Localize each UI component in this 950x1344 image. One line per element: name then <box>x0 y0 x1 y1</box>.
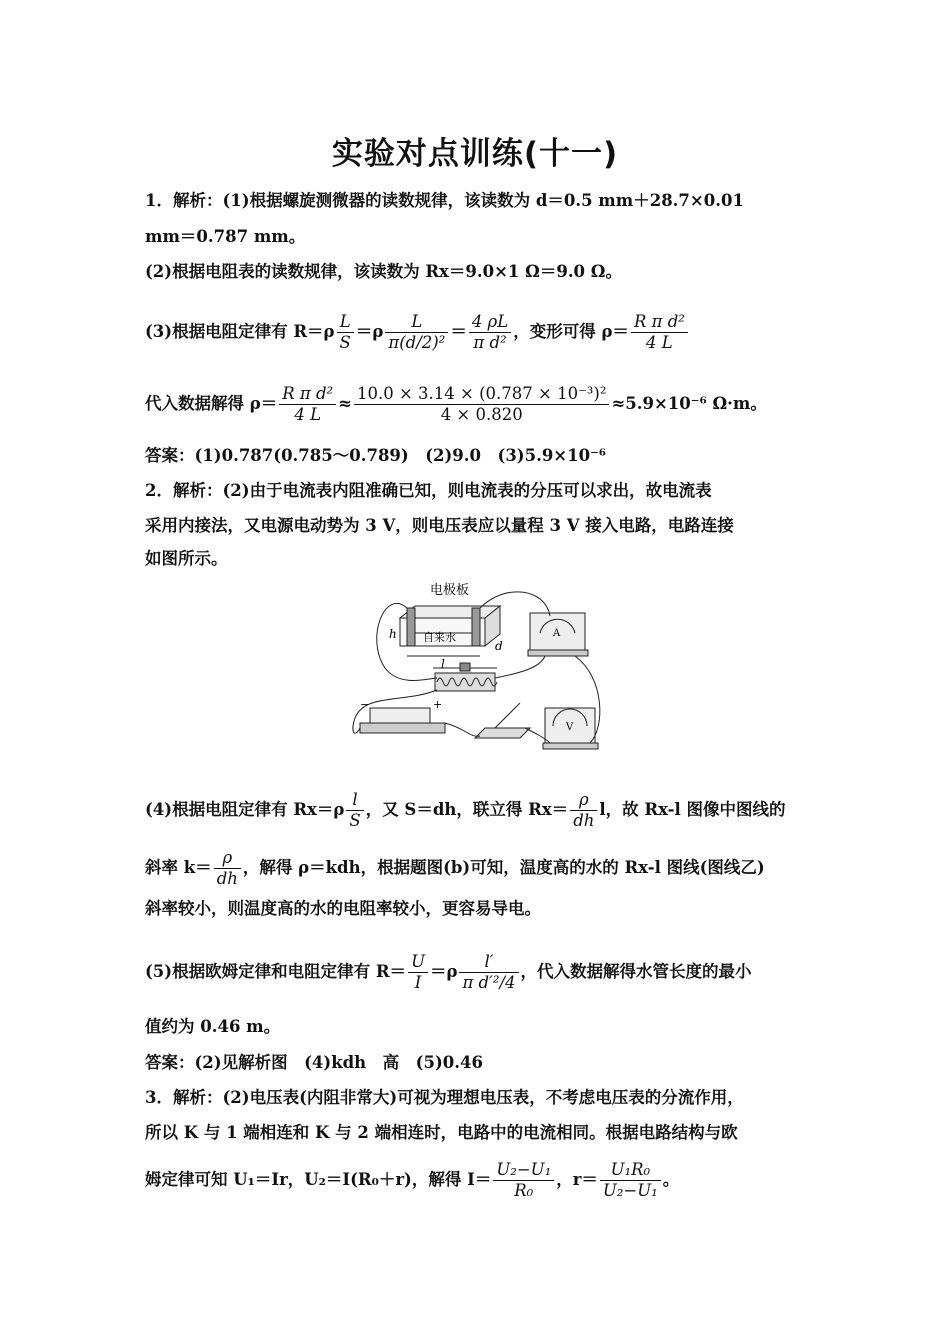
frac-l-over-S: $\frac{l}{S}$ <box>346 790 363 831</box>
q1-line-2: mm＝0.787 mm。 <box>145 227 306 246</box>
frac-U-over-I: $\frac{U}{I}$ <box>408 952 428 993</box>
svg-text:l: l <box>441 657 445 671</box>
frac-numeric: $\frac{\text{10.0 × 3.14 × (0.787 × 10⁻³)²}}{4 \times 0.820}$ <box>354 384 609 425</box>
q2-line-6: 斜率较小，则温度高的水的电阻率较小，更容易导电。 <box>145 899 541 918</box>
svg-text:电极板: 电极板 <box>430 583 470 598</box>
q1-answer: 答案：(1)0.787(0.785～0.789) (2)9.0 (3)5.9×10⁻⁶ <box>145 446 607 465</box>
frac-lp-over-area: $\frac{l'}{\text{π d′²/4}}$ <box>459 952 518 993</box>
q2-answer: 答案：(2)见解析图 (4)kdh 高 (5)0.46 <box>145 1053 483 1072</box>
svg-text:+: + <box>433 698 443 711</box>
frac-L-over-pi-d2: $\frac{L}{\text{π(d/2)²}}$ <box>385 312 448 353</box>
frac-slope: $\frac{\rho}{dh}$ <box>214 848 241 889</box>
circuit-figure <box>345 578 610 758</box>
q2-line-3: 如图所示。 <box>145 549 228 568</box>
svg-text:A: A <box>553 628 561 639</box>
q3-line-1: 3．解析：(2)电压表(内阻非常大)可视为理想电压表，不考虑电压表的分流作用， <box>145 1088 744 1107</box>
q2-line-1: 2．解析：(2)由于电流表内阻准确已知，则电流表的分压可以求出，故电流表 <box>145 481 712 500</box>
q2-line-8: 值约为 0.46 m。 <box>145 1017 281 1036</box>
frac-4rhoL: $\frac{4 \rho L}{\text{π d²}}$ <box>469 312 511 353</box>
q2-line-4: (4)根据电阻定律有 Rx＝ρ $\frac{l}{S}$ ，又 S＝dh，联立得 Rx＝ $\frac{\rho}{dh}$ l，故 Rx-l 图像中图线的 <box>145 790 786 830</box>
frac-rho-formula: $\frac{\text{R π d²}}{4 L}$ <box>279 384 336 425</box>
q1-line-3: (2)根据电阻表的读数规律，该读数为 Rx＝9.0×1 Ω＝9.0 Ω。 <box>145 262 622 281</box>
q3-line-2: 所以 K 与 1 端相连和 K 与 2 端相连时，电路中的电流相同。根据电路结构与欧 <box>145 1123 738 1142</box>
q1-line-5: 代入数据解得 ρ＝ $\frac{\text{R π d²}}{4 L}$ ≈ $\frac{\text{10.0 × 3.14 × (0.787 × 10⁻³)²}}{4 \times 0.820}$ ≈5.9×10⁻⁶ Ω·m。 <box>145 384 767 424</box>
frac-L-over-S: $\frac{L}{S}$ <box>337 312 354 353</box>
q1-line-1: 1．解析：(1)根据螺旋测微器的读数规律，该读数为 d＝0.5 mm＋28.7×0.01 <box>145 191 744 210</box>
svg-text:−: − <box>360 698 370 711</box>
frac-rho-result: $\frac{\text{R π d²}}{4 L}$ <box>631 312 688 353</box>
frac-r-result: $\frac{\text{U₁R₀}}{\text{U₂−U₁}}$ <box>600 1160 661 1201</box>
svg-text:V: V <box>566 722 574 733</box>
frac-rho-over-dh: $\frac{\rho}{dh}$ <box>570 790 597 831</box>
q3-line-3: 姆定律可知 U₁＝Ir，U₂＝I(R₀＋r)，解得 I＝ $\frac{\text{U₂−U₁}}{\text{R₀}}$ ，r＝ $\frac{\text{U₁R₀}}{\text{U₂−U₁}}$ 。 <box>145 1160 680 1200</box>
q1-line-4: (3)根据电阻定律有 R＝ρ $\frac{L}{S}$ ＝ρ $\frac{L}{\text{π(d/2)²}}$ ＝ $\frac{4 \rho L}{\text{π d²}}$ ，变形可得 ρ＝ $\frac{\text{R π d²}}{4 L}$ <box>145 312 810 353</box>
q2-line-5: 斜率 k＝ $\frac{\rho}{dh}$ ，解得 ρ＝kdh，根据题图(b)可知，温度高的水的 Rx-l 图线(图线乙) <box>145 848 765 888</box>
frac-I-result: $\frac{\text{U₂−U₁}}{\text{R₀}}$ <box>493 1160 554 1201</box>
circuit-diagram <box>345 578 610 758</box>
svg-text:d: d <box>495 639 503 653</box>
q2-line-7: (5)根据欧姆定律和电阻定律有 R＝ $\frac{U}{I}$ ＝ρ $\frac{l'}{\text{π d′²/4}}$ ，代入数据解得水管长度的最小 <box>145 952 752 992</box>
svg-text:自来水: 自来水 <box>423 631 456 644</box>
q2-line-2: 采用内接法，又电源电动势为 3 V，则电压表应以量程 3 V 接入电路，电路连接 <box>145 516 734 535</box>
svg-text:h: h <box>389 627 397 641</box>
page-title: 实验对点训练(十一) <box>331 136 619 172</box>
